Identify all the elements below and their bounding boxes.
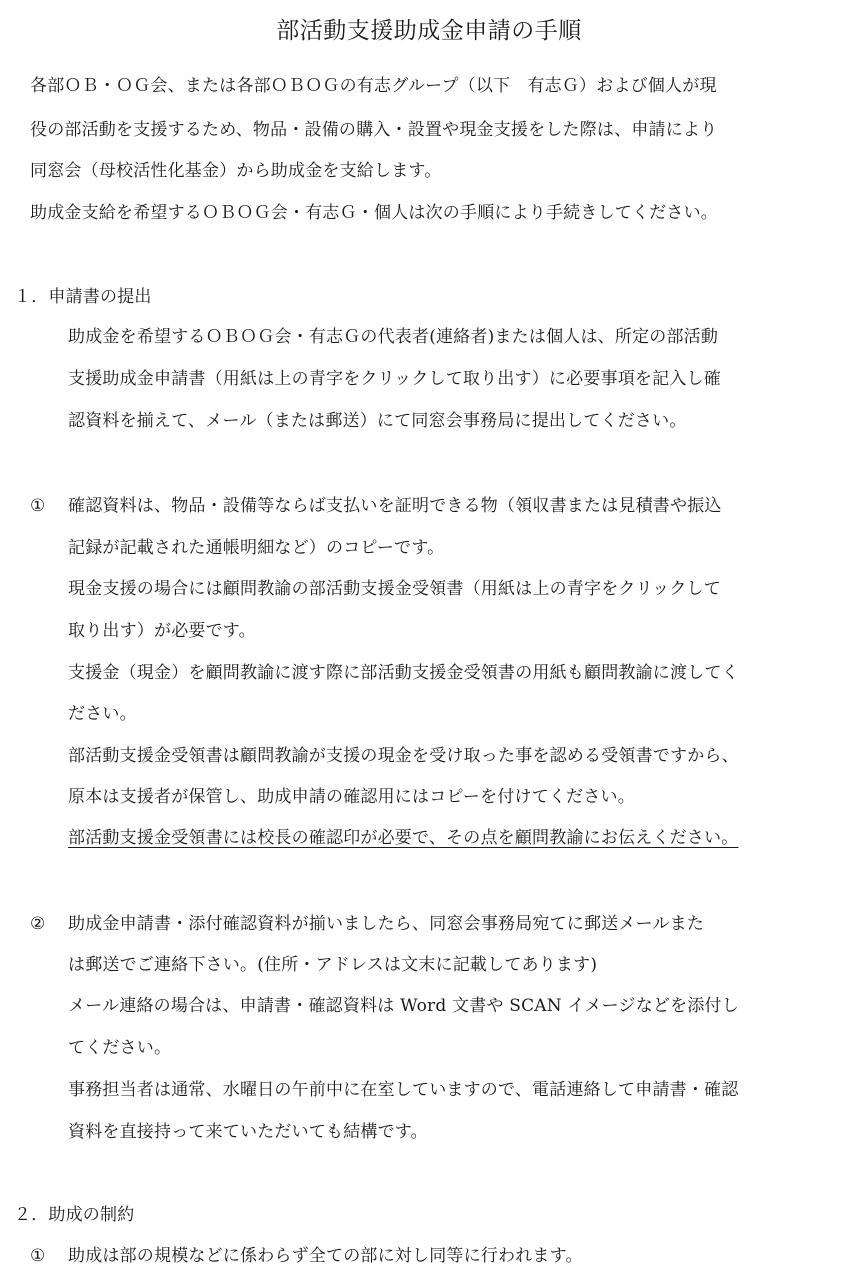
item-2-line-6: 資料を直接持って来ていただいても結構です。: [68, 1122, 428, 1142]
item-1-line-4: 取り出す）が必要です。: [68, 621, 256, 641]
item-1-marker: ①: [30, 496, 46, 516]
intro-line-3: 同窓会（母校活性化基金）から助成金を支給します。: [30, 161, 442, 181]
section-2-item-1-marker: ①: [30, 1246, 46, 1266]
item-2-line-4: てください。: [68, 1038, 172, 1058]
item-1-line-3: 現金支援の場合には顧問教諭の部活動支援金受領書（用紙は上の青字をクリックして: [68, 579, 721, 599]
item-1-line-2: 記録が記載された通帳明細など）のコピーです。: [68, 538, 445, 558]
item-1-line-7: 部活動支援金受領書は顧問教諭が支援の現金を受け取った事を認める受領書ですから、: [68, 746, 739, 766]
intro-line-1: 各部ＯＢ・ＯＧ会、または各部ＯＢＯＧの有志グループ（以下 有志Ｇ）および個人が現: [30, 76, 717, 96]
item-2-line-1: 助成金申請書・添付確認資料が揃いましたら、同窓会事務局宛てに郵送メールまた: [68, 914, 705, 934]
item-2-line-5: 事務担当者は通常、水曜日の午前中に在室していますので、電話連絡して申請書・確認: [68, 1080, 739, 1100]
item-1-line-9-underlined: 部活動支援金受領書には校長の確認印が必要で、その点を顧問教諭にお伝えください。: [68, 828, 739, 848]
item-1-line-5: 支援金（現金）を顧問教諭に渡す際に部活動支援金受領書の用紙も顧問教諭に渡してく: [68, 663, 739, 683]
item-2-line-2: は郵送でご連絡下さい。(住所・アドレスは文末に記載してあります): [68, 955, 598, 975]
intro-line-2: 役の部活動を支援するため、物品・設備の購入・設置や現金支援をした際は、申請により: [30, 120, 718, 140]
item-1-line-8: 原本は支援者が保管し、助成申請の確認用にはコピーを付けてください。: [68, 787, 635, 807]
section-1-heading: １．申請書の提出: [14, 287, 152, 307]
item-2-line-3: メール連絡の場合は、申請書・確認資料は Word 文書や SCAN イメージなどを添付し: [68, 996, 739, 1016]
page-title: 部活動支援助成金申請の手順: [276, 18, 582, 44]
intro-line-4: 助成金支給を希望するＯＢＯＧ会・有志Ｇ・個人は次の手順により手続きしてください。: [30, 203, 718, 223]
section-1-line-3: 認資料を揃えて、メール（または郵送）にて同窓会事務局に提出してください。: [68, 411, 687, 431]
item-1-line-1: 確認資料は、物品・設備等ならば支払いを証明できる物（領収書または見積書や振込: [68, 496, 722, 516]
section-2-item-1-text: 助成は部の規模などに係わらず全ての部に対し同等に行われます。: [68, 1246, 583, 1266]
item-2-marker: ②: [30, 914, 46, 934]
section-1-line-1: 助成金を希望するＯＢＯＧ会・有志Ｇの代表者(連絡者)または個人は、所定の部活動: [68, 327, 719, 347]
section-1-line-2: 支援助成金申請書（用紙は上の青字をクリックして取り出す）に必要事項を記入し確: [68, 369, 721, 389]
section-2-heading: ２．助成の制約: [14, 1205, 135, 1225]
item-1-line-6: ださい。: [68, 704, 137, 724]
